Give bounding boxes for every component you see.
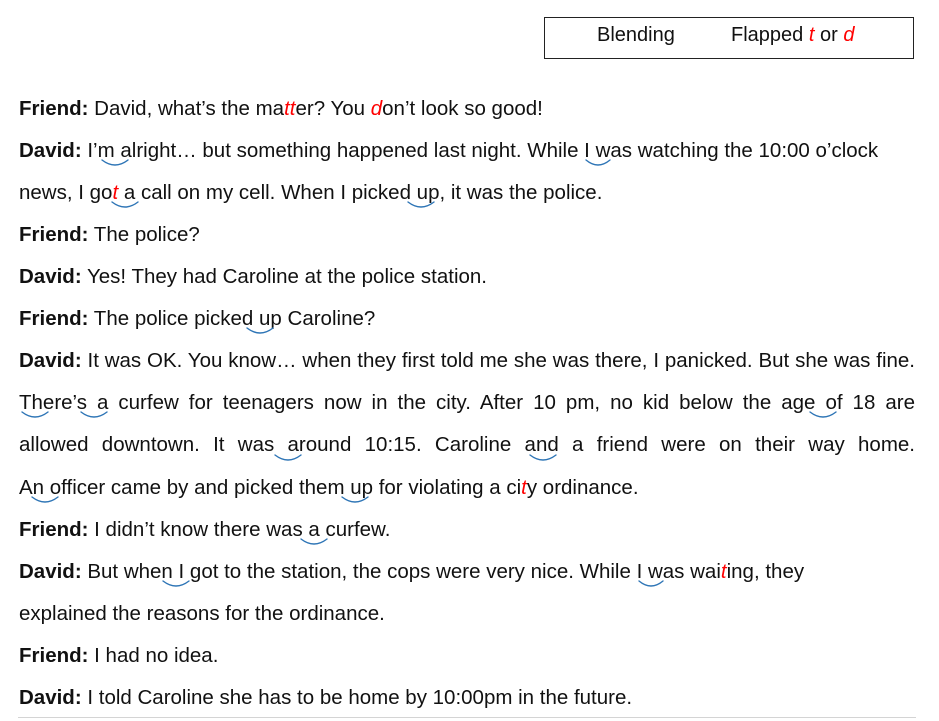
speaker-label: Friend: [19,518,89,541]
line-text: news, I go [19,181,113,204]
line-text: on’t look so good! [382,97,543,120]
flapped-d: d [370,97,383,120]
dialogue-line-6 [19,307,375,331]
line-text: a call on my cell. When I picked up, it was the police. [118,181,603,204]
speaker-label: Friend: [19,307,89,330]
dialogue-line-11 [19,518,390,542]
line-text: er? You [295,97,371,120]
flapped-t: tt [284,97,296,120]
dialogue-line-12 [19,560,804,584]
speaker-label: Friend: [19,644,89,667]
line-text: The police? [88,223,200,246]
line-text: ing, they [726,560,805,583]
speaker-label: David: [19,560,82,583]
flapped-t: t [720,560,727,583]
line-text: It was OK. You know… when they first told me she was there, I panicked. But she was fine. [81,349,915,372]
line-text: But when I got to the station, the cops were very nice. While I was wai [81,560,721,583]
line-text: The police picked up Caroline? [88,307,376,330]
speaker-label: David: [19,349,82,372]
speaker-label: David: [19,139,82,162]
line-text: I’m alright… but something happened last night. While I was watching the 10:00 o’clock [81,139,879,162]
flapped-t: t [112,181,119,204]
dialogue-line-1 [19,97,543,121]
legend-box [544,17,914,59]
dialogue-line-7 [19,349,915,373]
legend-flapped-t: t [808,24,815,46]
speaker-label: David: [19,265,82,288]
legend-flapped [731,24,854,47]
legend-blending: Blending [597,24,675,46]
dialogue-line-3 [19,181,602,205]
line-text: I told Caroline she has to be home by 10:00pm in the future. [81,686,633,709]
line-text: I had no idea. [88,644,219,667]
legend-flapped-d: d [843,24,855,46]
dialogue-line-5 [19,265,487,289]
line-text: Yes! They had Caroline at the police station. [81,265,487,288]
legend-flapped-label: Flapped [731,24,809,46]
flapped-t: t [521,476,527,499]
line-text: I didn’t know there was a curfew. [88,518,391,541]
line-text: allowed downtown. It was around 10:15. Caroline and a friend were on their way home. [19,433,915,456]
dialogue-line-8 [19,391,915,415]
speaker-label: Friend: [19,223,89,246]
dialogue-line-2 [19,139,878,163]
line-text: There’s a curfew for teenagers now in the city. After 10 pm, no kid below the age of 18 are [19,391,915,414]
legend-or: or [814,24,844,46]
dialogue-line-15 [19,686,632,710]
line-text: y ordinance. [526,476,639,499]
dialogue-line-13 [19,602,385,626]
page-bottom-rule [18,717,916,718]
dialogue-line-10 [19,476,639,500]
line-text: An officer came by and picked them up for violating a ci [19,476,522,499]
dialogue-line-9 [19,433,915,457]
line-text: explained the reasons for the ordinance. [19,602,385,625]
dialogue-line-14 [19,644,218,668]
dialogue-line-4 [19,223,200,247]
line-text: David, what’s the ma [88,97,285,120]
speaker-label: Friend: [19,97,89,120]
speaker-label: David: [19,686,82,709]
